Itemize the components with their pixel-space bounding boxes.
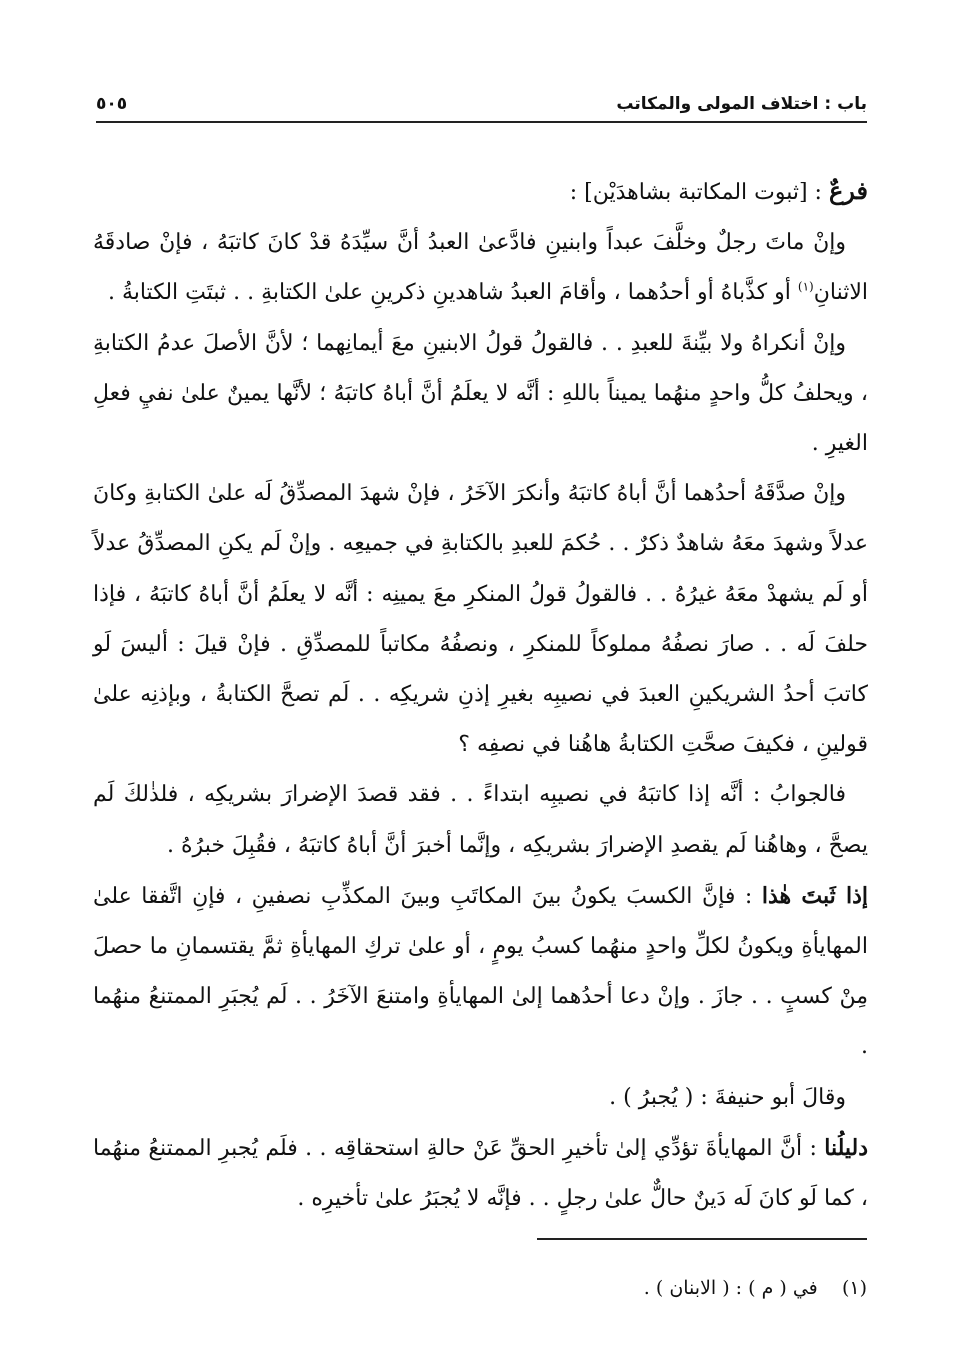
footnote-divider — [537, 1238, 867, 1240]
footnote-marker: (١) — [841, 1277, 867, 1299]
section-heading — [93, 166, 868, 218]
heading-term: فرعٌ — [828, 176, 868, 205]
paragraph-7-text: : أنَّ المهايأةَ تؤدِّي إلىٰ تأخيرِ الحقِّ عَنْ حالةِ استحقاقِه . . فلَم يُجبرِ الممتنعُ منهُما ، كما لَو كانَ لَه دَينٌ حالٌّ علىٰ رجلٍ . . فإنَّه لا يُجبَرُ علىٰ تأخيرِه . — [93, 1135, 868, 1212]
heading-title: : [ثبوت المكاتبة بشاهدَيْن] : — [569, 180, 829, 205]
paragraph-6: وقالَ أبو حنيفةَ : ( يُجبرُ ) . — [609, 1084, 846, 1110]
paragraph-5-text: : فإنَّ الكسبَ يكونُ بينَ المكاتَبِ وبينَ المكذِّبِ نصفينِ ، فإنِ اتَّفقا علىٰ المهايأةِ ويكونُ لكلِّ واحدٍ منهُما كسبُ يومٍ ، أو علىٰ تركِ المهايأةِ ثمَّ يقتسمانِ ما حصلَ مِنْ كسبٍ . . جازَ . وإنْ دعا أحدُهما إلىٰ المهايأةِ وامتنعَ الآخَرُ . . لَم يُجبَرِ الممتنعُ منهُما . — [93, 883, 868, 1060]
paragraph-5 — [93, 871, 868, 1073]
paragraph-7 — [93, 1123, 868, 1224]
paragraph-1 — [93, 218, 868, 318]
footnote-text: في ( م ) : ( الابنان ) . — [643, 1277, 818, 1299]
paragraph-3: وإنْ صدَّقَهُ أحدُهما أنَّ أباهُ كاتبَهُ وأنكرَ الآخَرُ ، فإنْ شهدَ المصدِّقُ لَه علىٰ الكتابةِ وكانَ عدلاً وشهدَ معَهُ شاهدٌ ذكرٌ . . حُكمَ للعبدِ بالكتابةِ في جميعِه . وإنْ لَم يكنِ المصدِّقُ عدلاً أو لَم يشهدْ معَهُ غيرُهُ . . فالقولُ قولُ المنكرِ معَ يمينِه : أنَّه لا يعلَمُ أنَّ أباهُ كاتبَهُ ، فإذا حلفَ لَه . . صارَ نصفُهُ مملوكاً للمنكرِ ، ونصفُهُ مكاتباً للمصدِّقِ . فإنْ قيلَ : أليسَ لَو كاتبَ أحدُ الشريكينِ العبدَ في نصيبِه بغيرِ إذنِ شريكِه . . لَم تصحَّ الكتابةُ ، وبإذنِه علىٰ قولينِ ، فكيفَ صحَّتِ الكتابةُ هاهُنا في نصفِه ؟ — [93, 481, 868, 758]
paragraph-1-part-a: وإنْ ماتَ رجلٌ وخلَّفَ عبداً وابنينِ فادَّعىٰ العبدُ أنَّ سيِّدَهُ قدْ كانَ كاتبَهُ ، فإنْ صادقَهُ الاثنانِ — [93, 230, 868, 306]
footnote-ref[interactable]: (١) — [797, 280, 814, 295]
paragraph-2: وإنْ أنكراهُ ولا بيِّنةَ للعبدِ . . فالقولُ قولُ الابنينِ معَ أيمانِهما ؛ لأنَّ الأصلَ عدمُ الكتابةِ ، ويحلفُ كلُّ واحدٍ منهُما يميناً باللهِ : أنَّه لا يعلَمُ أنَّ أباهُ كاتبَهُ ؛ لأنَّها يمينٌ علىٰ نفيِ فعلِ الغيرِ . — [93, 330, 868, 457]
chapter-title: باب : اختلاف المولى والمكاتب — [616, 94, 867, 114]
page-number: ٥٠٥ — [96, 94, 128, 114]
paragraph-1-part-b: أو كذَّباهُ أو أحدُهما ، وأقامَ العبدُ شاهدينِ ذكرينِ علىٰ الكتابةِ . . ثبتَتِ الكتابةُ . — [107, 280, 798, 306]
paragraph-4: فالجوابُ : أنَّه إذا كاتبَهُ في نصيبِه ابتداءً . . فقد قصدَ الإضرارَ بشريكِه ، فلذٰلكَ لَم يصحَّ ، وهاهُنا لَم يقصدِ الإضرارَ بشريكِه ، وإنَّما أخبرَ أنَّ أباهُ كاتبَهُ ، فقُبِلَ خبرُهُ . — [93, 782, 868, 858]
footnote — [96, 1273, 867, 1303]
header-divider — [96, 121, 867, 123]
main-text — [93, 166, 868, 1224]
running-header — [96, 88, 867, 120]
paragraph-5-lead: إذا ثَبتَ هٰذا — [761, 882, 868, 909]
paragraph-7-lead: دليلُنا — [824, 1134, 868, 1161]
